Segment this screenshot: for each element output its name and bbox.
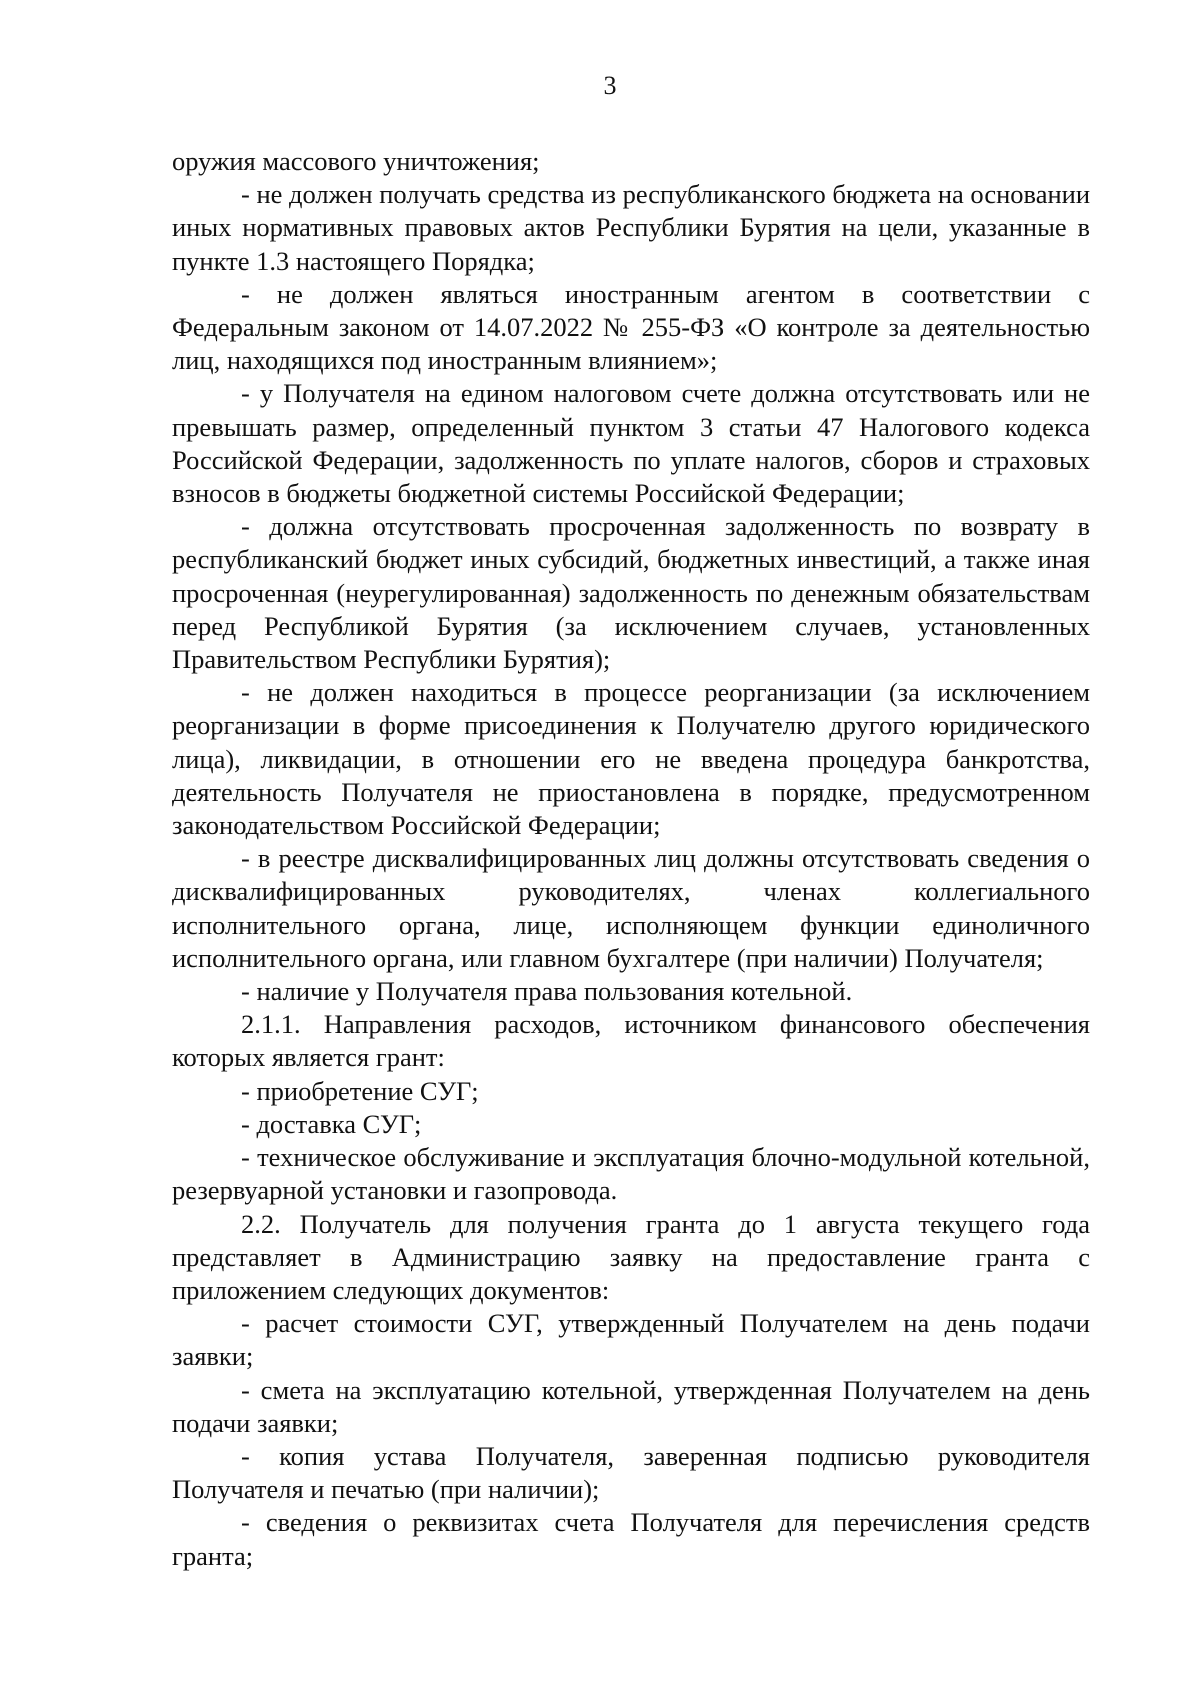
paragraph-reorganization: - не должен находиться в процессе реорганизации (за исключением реорганизации в форме присоединения к Получателю другого юридического лица), ликвидации, в отношении его не введена процедура банкротства, деятельность Получателя не приостановлена в порядке, предусмотренном законодательством Российской Федерации; xyxy=(172,677,1090,841)
paragraph-republican-budget-funds: - не должен получать средства из республиканского бюджета на основании иных нормативных правовых актов Республики Бурятия на цели, указанные в пункте 1.3 настоящего Порядка; xyxy=(172,179,1090,276)
list-item-cost-estimate: - смета на эксплуатацию котельной, утвержденная Получателем на день подачи заявки; xyxy=(172,1374,1090,1438)
paragraph-continuation: оружия массового уничтожения; xyxy=(172,146,540,176)
page-number: 3 xyxy=(603,71,617,100)
paragraph-overdue-debt: - должна отсутствовать просроченная задолженность по возврату в республиканский бюджет иных субсидий, бюджетных инвестиций, а также иная просроченная (неурегулированная) задолженность по денежным обязательствам перед Республикой Бурятия (за исключением случаев, установленных Правительством Республики Бурятия); xyxy=(172,511,1090,675)
paragraph-foreign-agent: - не должен являться иностранным агентом в соответствии с Федеральным законом от 14.07.2022 № 255-ФЗ «О контроле за деятельностью лиц, находящихся под иностранным влиянием»; xyxy=(172,278,1090,376)
list-item-bank-details: - сведения о реквизитах счета Получателя для перечисления средств гранта; xyxy=(172,1507,1090,1571)
document-body xyxy=(172,145,1090,1573)
paragraph-disqualified-persons: - в реестре дисквалифицированных лиц должны отсутствовать сведения о дисквалифицированных руководителях, членах коллегиального исполнительного органа, лице, исполняющем функции единоличного исполнительного органа, или главном бухгалтере (при наличии) Получателя; xyxy=(172,843,1090,973)
list-item-maintenance: - техническое обслуживание и эксплуатация блочно-модульной котельной, резервуарной установки и газопровода. xyxy=(172,1142,1090,1206)
paragraph-section-2-2: 2.2. Получатель для получения гранта до 1 августа текущего года представляет в Администрацию заявку на предоставление гранта с приложением следующих документов: xyxy=(172,1208,1090,1305)
paragraph-tax-debt: - у Получателя на едином налоговом счете должна отсутствовать или не превышать размер, определенный пунктом 3 статьи 47 Налогового кодекса Российской Федерации, задолженность по уплате налогов, сборов и страховых взносов в бюджеты бюджетной системы Российской Федерации; xyxy=(172,378,1090,509)
list-item-cost-calculation: - расчет стоимости СУГ, утвержденный Получателем на день подачи заявки; xyxy=(172,1308,1090,1372)
list-item-delivery-lpg: - доставка СУГ; xyxy=(241,1108,422,1139)
paragraph-boiler-rights: - наличие у Получателя права пользования котельной. xyxy=(241,976,853,1007)
paragraph-section-2-1-1: 2.1.1. Направления расходов, источником финансового обеспечения которых является грант: xyxy=(172,1009,1090,1073)
list-item-charter-copy: - копия устава Получателя, заверенная подписью руководителя Получателя и печатью (при наличии); xyxy=(172,1440,1090,1505)
list-item-purchase-lpg: - приобретение СУГ; xyxy=(241,1075,479,1106)
